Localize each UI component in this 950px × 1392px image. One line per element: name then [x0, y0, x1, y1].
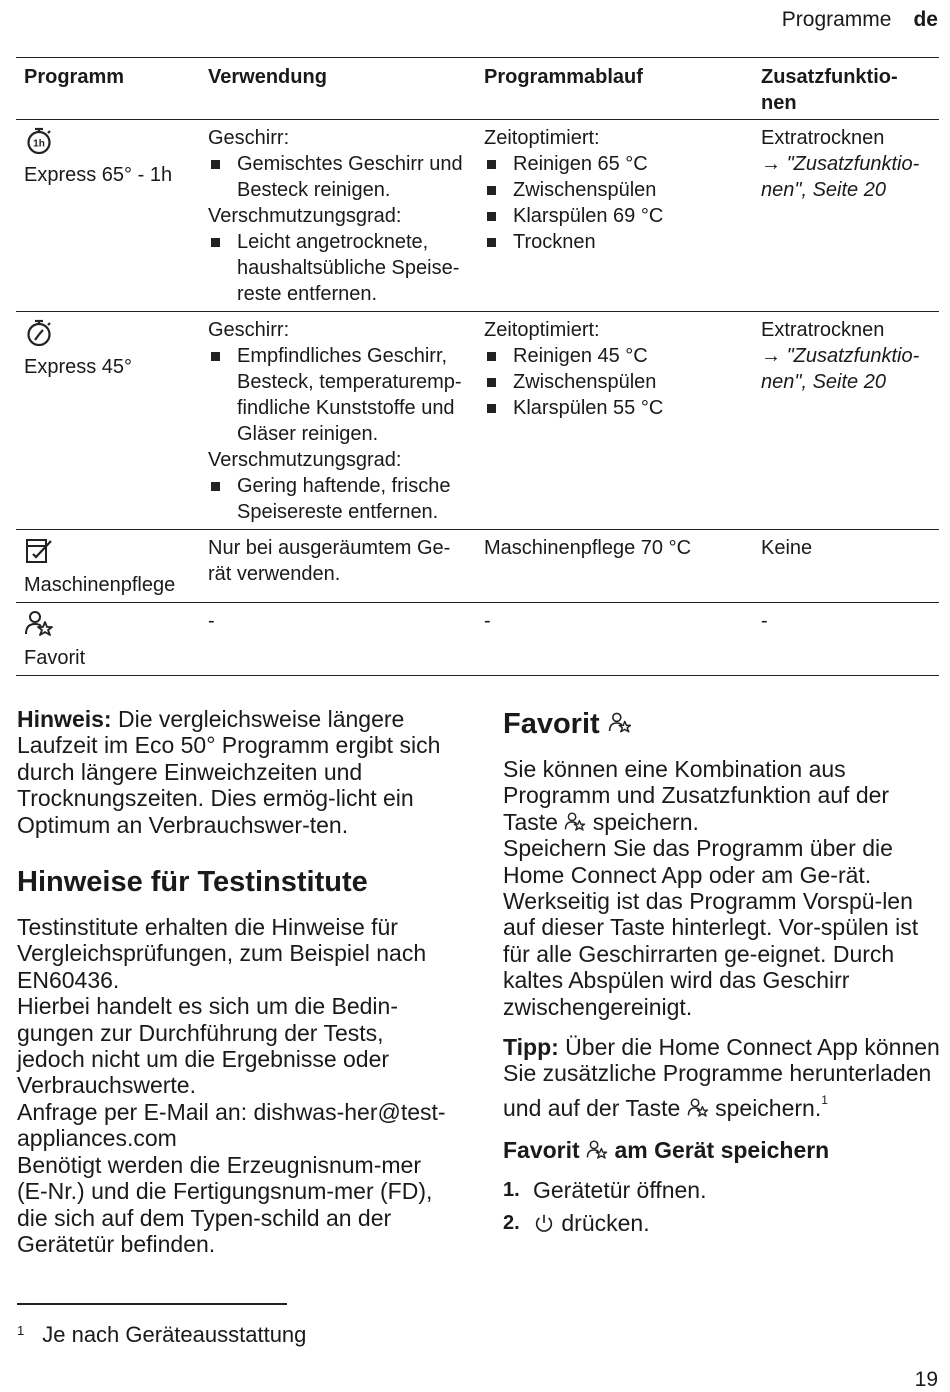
- footnote: [17, 1322, 306, 1348]
- list-item: 1. Gerätetür öffnen.: [503, 1177, 707, 1204]
- extra-cell: Extratrocknen → "Zusatzfunktio-nen", Seite 20: [753, 120, 939, 312]
- column-header-flow: Programmablauf: [484, 66, 643, 88]
- program-name: Maschinenpflege: [24, 574, 176, 596]
- machine-care-icon: [24, 536, 54, 566]
- language-code: de: [913, 8, 938, 31]
- extra-cell: Extratrocknen → "Zusatzfunktio-nen", Seite 20: [753, 312, 939, 530]
- program-name: Express 45°: [24, 356, 133, 378]
- list-item: Zwischenspülen: [484, 177, 745, 203]
- extra-cell: Keine: [761, 537, 813, 559]
- list-item: Zwischenspülen: [484, 369, 745, 395]
- tip-paragraph: Tipp: Über die Home Connect App können Sie zusätzliche Programme herunterladen und auf der Taste speichern.$^1$: [503, 1034, 940, 1121]
- left-column: [17, 706, 457, 1257]
- usage-cell: Geschirr: Empfindliches Geschirr, Besteck, temperaturemp-findliche Kunststoffe und Gläser reinigen. Verschmutzungsgrad: Gering haftende, frische Speisereste entfernen.: [200, 312, 476, 530]
- table-header-row: [16, 58, 939, 120]
- table-row: [16, 312, 939, 530]
- sub-heading: Favorit am Gerät speichern: [503, 1137, 830, 1164]
- arrow-right-icon: →: [761, 153, 781, 175]
- favorite-icon: [564, 811, 586, 833]
- usage-cell: Nur bei ausgeräumtem Ge-rät verwenden.: [208, 537, 451, 585]
- flow-cell: Zeitoptimiert: Reinigen 65 °C Zwischenspülen Klarspülen 69 °C Trocknen: [476, 120, 753, 312]
- program-name: Favorit: [24, 647, 86, 669]
- favorite-icon: [687, 1097, 709, 1119]
- table-row: [16, 603, 939, 676]
- note-paragraph: Hinweis: Die vergleichsweise längere Laufzeit im Eco 50° Programm ergibt sich durch längere Einweichzeiten und Trocknungszeiten. Dies ermög-licht ein Optimum an Verbrauchswer-ten.: [17, 706, 441, 838]
- favorite-icon: [24, 609, 54, 639]
- footnote-reference: 1: [821, 1092, 828, 1107]
- list-item: Gering haftende, frische Speisereste entfernen.: [208, 473, 468, 525]
- column-header-program: Programm: [24, 66, 125, 88]
- list-item: Klarspülen 69 °C: [484, 203, 745, 229]
- power-icon: [533, 1212, 555, 1234]
- svg-text:1h: 1h: [33, 138, 45, 150]
- paragraph: Testinstitute erhalten die Hinweise für Vergleichsprüfungen, zum Beispiel nach EN60436.: [17, 914, 427, 993]
- table-row: [16, 120, 939, 312]
- arrow-right-icon: →: [761, 345, 781, 367]
- list-item: Empfindliches Geschirr, Besteck, temperaturemp-findliche Kunststoffe und Gläser reinigen.: [208, 343, 468, 447]
- paragraph: Benötigt werden die Erzeugnisnum-mer (E-Nr.) und die Fertigungsnum-mer (FD), die sich auf dem Typen-schild an der Gerätetür befinden.: [17, 1151, 433, 1257]
- program-cell: [16, 312, 200, 530]
- section-heading: Hinweise für Testinstitute: [17, 866, 368, 899]
- section-heading: Favorit: [503, 706, 940, 742]
- list-item: Reinigen 45 °C: [484, 343, 745, 369]
- program-cell: [16, 530, 200, 603]
- column-header-usage: Verwendung: [208, 66, 327, 88]
- usage-cell: -: [208, 610, 215, 632]
- list-item: Gemischtes Geschirr und Besteck reinigen.: [208, 151, 468, 203]
- cross-reference-link[interactable]: → "Zusatzfunktio-nen", Seite 20: [761, 345, 920, 393]
- program-table: [16, 57, 939, 676]
- favorite-icon: [586, 1139, 608, 1161]
- cross-reference-link[interactable]: → "Zusatzfunktio-nen", Seite 20: [761, 153, 920, 201]
- program-cell: [16, 603, 200, 676]
- column-header-extra: Zusatzfunktio- nen: [761, 66, 898, 114]
- footnote-mark: 1: [17, 1323, 25, 1338]
- program-name: Express 65° - 1h: [24, 164, 173, 186]
- paragraph: Werkseitig ist das Programm Vorspü-len auf dieser Taste hinterlegt. Vor-spülen ist für alle Geschirrarten ge-eignet. Durch kaltes Abspülen wird das Geschirr zwischengereinigt.: [503, 888, 919, 1020]
- footnote-divider: [17, 1303, 287, 1305]
- section-title: Programme: [781, 8, 892, 31]
- list-item: Leicht angetrocknete, haushaltsübliche Speise-reste entfernen.: [208, 229, 468, 307]
- list-item: Reinigen 65 °C: [484, 151, 745, 177]
- flow-cell: Maschinenpflege 70 °C: [484, 537, 692, 559]
- footnote-text: Je nach Geräteausstattung: [42, 1322, 307, 1347]
- express-clock-icon: [24, 318, 54, 348]
- list-item: 2. drücken.: [503, 1209, 650, 1236]
- usage-cell: Geschirr: Gemischtes Geschirr und Besteck reinigen. Verschmutzungsgrad: Leicht angetrocknete, haushaltsübliche Speise-reste entfernen.: [200, 120, 476, 312]
- extra-cell: -: [761, 610, 768, 632]
- list-item: Klarspülen 55 °C: [484, 395, 745, 421]
- right-column: [503, 706, 940, 1236]
- paragraph: Sie können eine Kombination aus Programm und Zusatzfunktion auf der Taste speichern.: [503, 756, 890, 835]
- page-header: [782, 8, 938, 32]
- paragraph: Anfrage per E-Mail an: dishwas-her@test-appliances.com: [17, 1098, 446, 1152]
- list-item: Trocknen: [484, 229, 745, 255]
- table-row: [16, 530, 939, 603]
- page-number: 19: [914, 1368, 938, 1391]
- program-cell: [16, 120, 200, 312]
- flow-cell: -: [484, 610, 491, 632]
- express-1h-icon: [24, 126, 54, 156]
- flow-cell: Zeitoptimiert: Reinigen 45 °C Zwischenspülen Klarspülen 55 °C: [476, 312, 753, 530]
- step-list: [503, 1177, 940, 1236]
- paragraph: Speichern Sie das Programm über die Home Connect App oder am Ge-rät.: [503, 835, 893, 888]
- paragraph: Hierbei handelt es sich um die Bedin-gungen zur Durchführung der Tests, jedoch nicht um die Ergebnisse oder Verbrauchswerte.: [17, 993, 398, 1099]
- favorite-icon: [608, 711, 632, 735]
